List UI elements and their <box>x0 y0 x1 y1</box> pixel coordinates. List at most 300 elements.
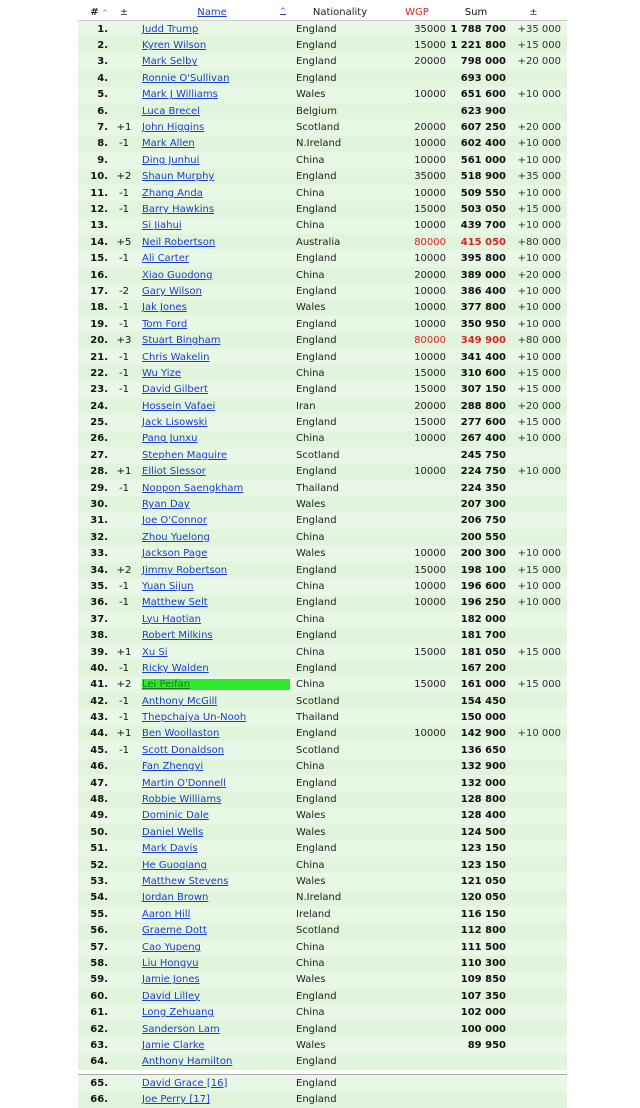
change-cell: +5 <box>116 236 132 248</box>
sum-cell: 693 000 <box>460 72 506 84</box>
rank-cell: 11. <box>90 187 108 199</box>
sum-cell: 561 000 <box>460 154 506 166</box>
player-name-link[interactable]: Ryan Day <box>142 499 190 511</box>
col-rank-header[interactable]: # ^ <box>90 6 108 18</box>
rankings-table <box>78 4 567 1108</box>
player-name-link[interactable]: Neil Robertson <box>142 236 216 248</box>
player-name-link[interactable]: Ricky Walden <box>142 662 209 674</box>
nationality-cell: Wales <box>296 876 326 887</box>
table-row <box>78 349 567 365</box>
sum-cell: 607 250 <box>460 122 506 134</box>
rank-cell: 19. <box>90 318 108 330</box>
player-name-link[interactable]: He Guoqiang <box>142 859 207 871</box>
player-name-link[interactable]: Thepchaiya Un-Nooh <box>142 712 247 724</box>
player-name-link[interactable]: Jackson Page <box>142 548 208 560</box>
player-name-link[interactable]: Ali Carter <box>142 253 189 265</box>
sum-cell: 154 450 <box>460 695 506 707</box>
wgp-cell: 10000 <box>414 302 446 314</box>
nationality-cell: Scotland <box>296 122 340 134</box>
nationality-cell: England <box>296 285 337 297</box>
player-name-link[interactable]: Joe O'Connor <box>142 515 208 527</box>
nationality-cell: N.Ireland <box>296 892 342 904</box>
player-name-link[interactable]: David Lilley <box>142 990 201 1002</box>
nationality-cell: England <box>296 1094 337 1106</box>
player-name-link[interactable]: Wu Yize <box>142 367 181 379</box>
player-name-link[interactable]: Ding Junhui <box>142 154 200 166</box>
plusminus-cell: +10 000 <box>517 728 561 740</box>
name-cell <box>138 909 292 920</box>
table-row <box>78 988 567 1004</box>
player-name-link[interactable]: Kyren Wilson <box>142 40 207 52</box>
name-cell <box>138 253 292 264</box>
player-name-link[interactable]: Mark Allen <box>142 138 195 150</box>
player-name-link[interactable]: Liu Hongyu <box>142 957 199 969</box>
rank-cell: 29. <box>90 482 108 494</box>
plusminus-cell: +10 000 <box>517 580 561 592</box>
plusminus-cell: +15 000 <box>517 384 561 396</box>
name-cell <box>138 352 292 363</box>
nationality-cell: Wales <box>296 89 326 101</box>
rank-cell: 7. <box>97 122 108 134</box>
change-cell: -1 <box>119 662 129 674</box>
wgp-cell: 15000 <box>414 367 446 379</box>
name-cell <box>138 106 292 117</box>
nationality-cell: England <box>296 1056 337 1068</box>
player-name-link[interactable]: Hossein Vafaei <box>142 400 216 412</box>
plusminus-cell: +20 000 <box>517 56 561 68</box>
player-name-link[interactable]: Jack Lisowski <box>142 417 208 429</box>
name-cell <box>138 155 292 166</box>
player-name-link[interactable]: David Grace [16] <box>142 1077 228 1089</box>
name-cell <box>138 860 292 871</box>
player-name-link[interactable]: Dominic Dale <box>142 810 209 822</box>
table-row <box>78 300 567 316</box>
rank-cell: 10. <box>90 171 108 183</box>
player-name-link[interactable]: Daniel Wells <box>142 826 204 838</box>
name-cell <box>138 876 292 887</box>
name-cell <box>138 1078 292 1089</box>
name-cell <box>138 630 292 641</box>
sum-cell: 109 850 <box>460 974 506 986</box>
name-cell <box>138 843 292 854</box>
player-name-link[interactable]: Graeme Dott <box>142 925 207 937</box>
nationality-cell: England <box>296 515 337 527</box>
player-name-link[interactable]: Noppon Saengkham <box>142 482 244 494</box>
nationality-cell: Scotland <box>296 695 340 707</box>
plusminus-cell: +10 000 <box>517 285 561 297</box>
player-name-link[interactable]: Robbie Williams <box>142 794 222 806</box>
nationality-cell: China <box>296 613 325 625</box>
change-cell: -1 <box>119 203 129 215</box>
wgp-cell: 10000 <box>414 89 446 101</box>
rank-cell: 23. <box>90 384 108 396</box>
player-name-link[interactable]: Aaron Hill <box>142 908 191 920</box>
nationality-cell: England <box>296 662 337 674</box>
wgp-cell: 10000 <box>414 728 446 740</box>
wgp-cell: 20000 <box>414 400 446 412</box>
rank-cell: 63. <box>90 1039 108 1051</box>
name-cell <box>138 302 292 313</box>
change-cell: +3 <box>116 335 132 347</box>
nationality-cell: England <box>296 56 337 68</box>
table-row <box>78 939 567 955</box>
sum-cell: 623 900 <box>460 105 506 117</box>
sum-cell: 206 750 <box>460 515 506 527</box>
change-cell: -1 <box>119 351 129 363</box>
table-row <box>78 54 567 70</box>
table-row <box>78 791 567 807</box>
change-cell: -1 <box>119 580 129 592</box>
player-name-link[interactable]: Elliot Slessor <box>142 466 206 478</box>
player-name-link[interactable]: David Gilbert <box>142 384 208 396</box>
player-name-link[interactable]: Sanderson Lam <box>142 1023 220 1035</box>
player-name-link[interactable]: Pang Junxu <box>142 433 198 445</box>
rank-cell: 13. <box>90 220 108 232</box>
sum-cell: 377 800 <box>460 302 506 314</box>
sum-cell: 349 900 <box>460 335 506 347</box>
name-cell <box>138 991 292 1002</box>
sum-cell: 350 950 <box>460 318 506 330</box>
player-name-link[interactable]: Ronnie O'Sullivan <box>142 72 230 84</box>
rank-cell: 48. <box>90 794 108 806</box>
name-cell <box>138 24 292 35</box>
nationality-cell: Scotland <box>296 449 340 461</box>
change-cell: +2 <box>116 679 132 691</box>
player-name-link[interactable]: Ben Woollaston <box>142 728 220 740</box>
change-cell: -1 <box>119 318 129 330</box>
col-plusminus-header[interactable]: ± <box>529 6 538 18</box>
name-cell <box>138 548 292 559</box>
rank-cell: 56. <box>90 925 108 937</box>
name-cell <box>138 237 292 248</box>
name-cell <box>138 679 292 690</box>
table-row <box>78 136 567 152</box>
sum-cell: 196 600 <box>460 580 506 592</box>
sum-cell: 798 000 <box>460 56 506 68</box>
nationality-cell: China <box>296 941 325 953</box>
table-row <box>78 546 567 562</box>
table-row <box>78 103 567 119</box>
wgp-cell: 15000 <box>414 679 446 691</box>
table-row <box>78 611 567 627</box>
name-cell <box>138 138 292 149</box>
table-row <box>78 890 567 906</box>
player-name-link[interactable]: Barry Hawkins <box>142 203 215 215</box>
sort-icon[interactable]: ^ <box>280 6 286 15</box>
player-name-link[interactable]: Mark J Williams <box>142 89 218 101</box>
plusminus-cell: +10 000 <box>517 548 561 560</box>
sum-cell: 518 900 <box>460 171 506 183</box>
name-cell <box>138 73 292 84</box>
player-name-link[interactable]: Judd Trump <box>142 23 199 35</box>
sum-cell: 1 788 700 <box>450 23 506 35</box>
col-change-header[interactable]: ± <box>119 6 129 18</box>
sum-cell: 267 400 <box>460 433 506 445</box>
sum-cell: 651 600 <box>460 89 506 101</box>
player-name-link[interactable]: John Higgins <box>142 122 205 134</box>
sum-cell: 181 050 <box>460 646 506 658</box>
player-name-link[interactable]: Scott Donaldson <box>142 744 225 756</box>
rank-cell: 62. <box>90 1023 108 1035</box>
plusminus-cell: +15 000 <box>517 40 561 52</box>
sum-cell: 132 900 <box>460 761 506 773</box>
wgp-cell: 15000 <box>414 564 446 576</box>
plusminus-cell: +20 000 <box>517 122 561 134</box>
player-name-link[interactable]: Lei Peifan <box>142 679 290 690</box>
sum-cell: 89 950 <box>467 1039 506 1051</box>
change-cell: -2 <box>119 285 129 297</box>
table-row <box>78 316 567 332</box>
wgp-cell: 10000 <box>414 285 446 297</box>
nationality-cell: England <box>296 253 337 265</box>
sum-cell: 142 900 <box>460 728 506 740</box>
plusminus-cell: +10 000 <box>517 187 561 199</box>
table-row <box>78 234 567 250</box>
rank-cell: 15. <box>90 253 108 265</box>
wgp-cell: 80000 <box>414 236 446 248</box>
nationality-cell: England <box>296 1077 337 1089</box>
sum-cell: 200 550 <box>460 531 506 543</box>
plusminus-cell: +10 000 <box>517 597 561 609</box>
sum-cell: 509 550 <box>460 187 506 199</box>
nationality-cell: China <box>296 1007 325 1019</box>
col-sum-header[interactable]: Sum <box>464 6 488 18</box>
nationality-cell: Australia <box>296 236 341 248</box>
table-row <box>78 677 567 693</box>
player-name-link[interactable]: Chris Wakelin <box>142 351 210 363</box>
rank-cell: 54. <box>90 892 108 904</box>
col-nationality-header[interactable]: Nationality <box>312 6 368 18</box>
wgp-cell: 15000 <box>414 646 446 658</box>
plusminus-cell: +10 000 <box>517 154 561 166</box>
player-name-link[interactable]: Jamie Clarke <box>142 1039 205 1051</box>
nationality-cell: England <box>296 1023 337 1035</box>
player-name-link[interactable]: Jimmy Robertson <box>142 564 228 576</box>
rank-cell: 60. <box>90 990 108 1002</box>
plusminus-cell: +10 000 <box>517 220 561 232</box>
table-row <box>78 972 567 988</box>
player-name-link[interactable]: Stuart Bingham <box>142 335 221 347</box>
player-name-link[interactable]: Matthew Stevens <box>142 876 229 887</box>
sum-cell: 136 650 <box>460 744 506 756</box>
change-cell: -1 <box>119 744 129 756</box>
sum-cell: 128 800 <box>460 794 506 806</box>
table-row <box>78 742 567 758</box>
nationality-cell: England <box>296 728 337 740</box>
plusminus-cell: +80 000 <box>517 236 561 248</box>
change-cell: -1 <box>119 384 129 396</box>
player-name-link[interactable]: Cao Yupeng <box>142 941 201 953</box>
player-name-link[interactable]: Jordan Brown <box>142 892 209 904</box>
player-name-link[interactable]: Lyu Haotian <box>142 613 202 625</box>
nationality-cell: N.Ireland <box>296 138 342 150</box>
sum-cell: 100 000 <box>460 1023 506 1035</box>
player-name-link[interactable]: Zhou Yuelong <box>142 531 210 543</box>
player-name-link[interactable]: Anthony McGill <box>142 695 218 707</box>
wgp-cell: 10000 <box>414 220 446 232</box>
player-name-link[interactable]: Martin O'Donnell <box>142 777 226 789</box>
nationality-cell: Wales <box>296 974 326 986</box>
col-name-header[interactable]: Name ^ <box>197 6 286 18</box>
name-cell <box>138 204 292 215</box>
nationality-cell: Wales <box>296 499 326 511</box>
nationality-cell: England <box>296 72 337 84</box>
table-row <box>78 660 567 676</box>
player-name-link[interactable]: Stephen Maguire <box>142 449 228 461</box>
player-name-link[interactable]: Robert Milkins <box>142 630 213 642</box>
plusminus-cell: +15 000 <box>517 367 561 379</box>
player-name-link[interactable]: Xiao Guodong <box>142 269 213 281</box>
wgp-cell: 35000 <box>414 23 446 35</box>
table-row <box>78 922 567 938</box>
change-cell: +1 <box>116 728 132 740</box>
name-cell <box>138 40 292 51</box>
nationality-cell: China <box>296 859 325 871</box>
name-cell <box>138 597 292 608</box>
name-cell <box>138 958 292 969</box>
player-name-link[interactable]: Fan Zhengyi <box>142 761 204 773</box>
table-row <box>78 1075 567 1091</box>
table-row <box>78 1021 567 1037</box>
table-row <box>78 250 567 266</box>
change-cell: -1 <box>119 597 129 609</box>
plusminus-cell: +10 000 <box>517 89 561 101</box>
table-row <box>78 824 567 840</box>
wgp-cell: 10000 <box>414 318 446 330</box>
rank-cell: 45. <box>90 744 108 756</box>
player-name-link[interactable]: Gary Wilson <box>142 285 202 297</box>
rank-cell: 34. <box>90 564 108 576</box>
rank-cell: 61. <box>90 1007 108 1019</box>
sum-cell: 224 350 <box>460 482 506 494</box>
rank-cell: 33. <box>90 548 108 560</box>
wgp-cell: 10000 <box>414 138 446 150</box>
table-row <box>78 480 567 496</box>
change-cell: -1 <box>119 187 129 199</box>
rank-cell: 66. <box>90 1094 108 1106</box>
change-cell: -1 <box>119 138 129 150</box>
sum-cell: 1 221 800 <box>450 40 506 52</box>
table-row <box>78 562 567 578</box>
table-row <box>78 595 567 611</box>
wgp-cell: 10000 <box>414 466 446 478</box>
player-name-link[interactable]: Jamie Jones <box>142 974 200 986</box>
change-cell: +2 <box>116 564 132 576</box>
table-row <box>78 87 567 103</box>
table-body <box>78 21 567 1070</box>
nationality-cell: Wales <box>296 1039 326 1051</box>
nationality-cell: England <box>296 777 337 789</box>
rank-cell: 43. <box>90 712 108 724</box>
name-cell <box>138 433 292 444</box>
name-cell <box>138 925 292 936</box>
player-name-link[interactable]: Joe Perry [17] <box>142 1094 210 1106</box>
nationality-cell: England <box>296 171 337 183</box>
change-cell: -1 <box>119 482 129 494</box>
nationality-cell: China <box>296 646 325 658</box>
sort-icon[interactable]: ^ <box>102 8 108 17</box>
sum-cell: 107 350 <box>460 990 506 1002</box>
table-row <box>78 578 567 594</box>
name-cell <box>138 515 292 526</box>
player-name-link[interactable]: Matthew Selt <box>142 597 208 609</box>
table-row <box>78 726 567 742</box>
rank-cell: 2. <box>97 40 108 52</box>
sum-cell: 196 250 <box>460 597 506 609</box>
player-name-link[interactable]: Long Zehuang <box>142 1007 214 1019</box>
rank-cell: 40. <box>90 662 108 674</box>
table-row <box>78 185 567 201</box>
name-cell <box>138 712 292 723</box>
plusminus-cell: +35 000 <box>517 23 561 35</box>
player-name-link[interactable]: Zhang Anda <box>142 187 203 199</box>
name-cell <box>138 745 292 756</box>
wgp-cell: 15000 <box>414 417 446 429</box>
wgp-cell: 10000 <box>414 187 446 199</box>
player-name-link[interactable]: Jak Jones <box>142 302 187 314</box>
sum-cell: 150 000 <box>460 712 506 724</box>
player-name-link[interactable]: Tom Ford <box>142 318 188 330</box>
nationality-cell: China <box>296 154 325 166</box>
sum-cell: 167 200 <box>460 662 506 674</box>
wgp-cell: 10000 <box>414 548 446 560</box>
player-name-link[interactable]: Mark Davis <box>142 843 198 855</box>
player-name-link[interactable]: Anthony Hamilton <box>142 1056 233 1068</box>
table-row <box>78 857 567 873</box>
rank-cell: 30. <box>90 499 108 511</box>
sum-cell: 288 800 <box>460 400 506 412</box>
nationality-cell: England <box>296 335 337 347</box>
nationality-cell: England <box>296 990 337 1002</box>
nationality-cell: Wales <box>296 826 326 838</box>
table-header <box>78 4 567 21</box>
rank-cell: 27. <box>90 449 108 461</box>
plusminus-cell: +15 000 <box>517 203 561 215</box>
plusminus-cell: +20 000 <box>517 269 561 281</box>
player-name-link[interactable]: Yuan Sijun <box>142 580 194 592</box>
nationality-cell: China <box>296 367 325 379</box>
nationality-cell: England <box>296 630 337 642</box>
player-name-link[interactable]: Shaun Murphy <box>142 171 215 183</box>
nationality-cell: England <box>296 318 337 330</box>
player-name-link[interactable]: Xu Si <box>142 646 168 658</box>
table-row <box>78 21 567 37</box>
wgp-cell: 15000 <box>414 384 446 396</box>
change-cell: -1 <box>119 302 129 314</box>
sum-cell: 207 300 <box>460 499 506 511</box>
name-cell <box>138 1040 292 1051</box>
table-row <box>78 873 567 889</box>
name-cell <box>138 1024 292 1035</box>
table-row <box>78 332 567 348</box>
col-wgp-header[interactable]: WGP <box>405 6 429 18</box>
rank-cell: 16. <box>90 269 108 281</box>
player-name-link[interactable]: Si Jiahui <box>142 220 182 232</box>
sum-cell: 182 000 <box>460 613 506 625</box>
rank-cell: 57. <box>90 941 108 953</box>
table-row <box>78 1004 567 1020</box>
nationality-cell: Thailand <box>296 712 339 724</box>
rank-cell: 3. <box>97 56 108 68</box>
sum-cell: 128 400 <box>460 810 506 822</box>
name-cell <box>138 171 292 182</box>
rank-cell: 65. <box>90 1077 108 1089</box>
change-cell: -1 <box>119 253 129 265</box>
player-name-link[interactable]: Luca Brecel <box>142 105 200 117</box>
plusminus-cell: +10 000 <box>517 253 561 265</box>
name-cell <box>138 384 292 395</box>
player-name-link[interactable]: Mark Selby <box>142 56 198 68</box>
